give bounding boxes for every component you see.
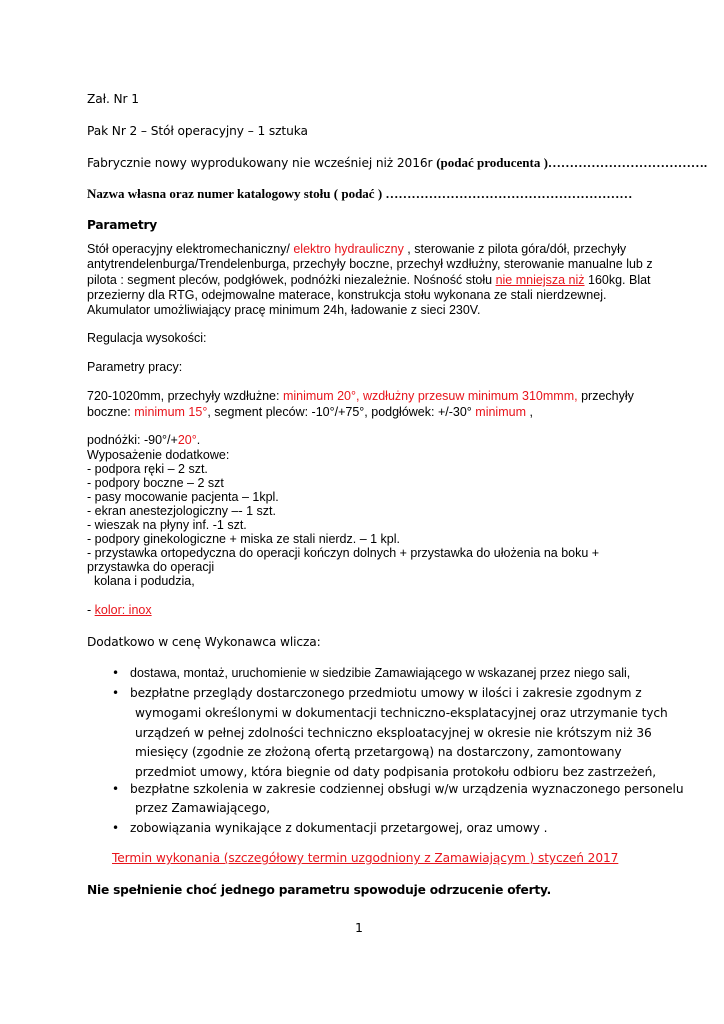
param-line-2: antytrendelenburga/Trendelenburga, przechyły boczne, przechył wzdłużny, sterowanie manualne lub z (87, 257, 653, 271)
extras-bullet-1: dostawa, montaż, uruchomienie w siedzibie Zamawiającego w wskazanej przez niego sali, (130, 666, 631, 680)
work-params-label: Parametry pracy: (87, 360, 183, 374)
equipment-heading: Wyposażenie dodatkowe: (87, 448, 230, 462)
param-text: przechyły (581, 389, 634, 403)
equipment-item: - pasy mocowanie pacjenta – 1kpl. (87, 490, 279, 504)
param-text: . (196, 433, 201, 447)
work-line-3 (87, 433, 200, 448)
param-line-4: przezierny dla RTG, odejmowalne materace, konstrukcja stołu wykonana ze stali nierdzewnej. (87, 288, 607, 302)
extras-bullet-2-line: urządzeń w pełnej zdolności techniczno eksploatacyjnej w okresie nie krótszym niż 36 (135, 726, 652, 740)
extras-intro: Dodatkowo w cenę Wykonawca wlicza: (87, 635, 321, 649)
own-name-line: Nazwa własna oraz numer katalogowy stołu ( podać ) ………………………………………………… (87, 186, 633, 201)
extras-bullet-2-line: przedmiot umowy, która biegnie od daty podpisania protokołu odbioru bez zastrzeżeń, (135, 765, 656, 779)
equipment-item: przystawka do operacji (87, 560, 215, 574)
parameters-heading: Parametry (87, 218, 158, 232)
work-line-2 (87, 405, 533, 420)
manufactured-line (87, 155, 707, 171)
manufacturer-placeholder: (podać producenta )………………………………. (436, 155, 708, 170)
param-text: , sterowanie z pilota góra/dół, przechyły (403, 242, 627, 256)
equipment-item: - wieszak na płyny inf. -1 szt. (87, 518, 247, 532)
equipment-item: - przystawka ortopedyczna do operacji kończyn dolnych + przystawka do ułożenia na boku + (87, 546, 600, 560)
page-number: 1 (355, 920, 363, 935)
extras-bullet-3-line: przez Zamawiającego, (135, 801, 271, 815)
bullet-icon: • (112, 666, 120, 680)
work-line-1 (87, 389, 634, 404)
extras-bullet-3-line: bezpłatne szkolenia w zakresie codziennej obsługi w/w urządzenia wyznaczonego personelu (130, 782, 684, 796)
param-highlight: minimum (475, 405, 526, 419)
param-text: pilota : segment pleców, podgłówek, podnóżki niezależnie. Nośność stołu (87, 273, 496, 287)
color-value: kolor: inox (94, 603, 152, 617)
extras-bullet-2-line: miesięcy (zgodnie ze złożoną ofertą przetargową) na dostarczony, zamontowany (135, 745, 622, 759)
param-highlight: minimum 15° (134, 405, 208, 419)
param-text: 160kg. Blat (584, 273, 651, 287)
bullet-icon: • (112, 782, 120, 796)
param-text: 720-1020mm, przechyły wzdłużne: (87, 389, 283, 403)
package-title: Pak Nr 2 – Stół operacyjny – 1 sztuka (87, 124, 308, 138)
equipment-item: - podpora ręki – 2 szt. (87, 462, 208, 476)
equipment-item: - podpory ginekologiczne + miska ze stali nierdz. – 1 kpl. (87, 532, 401, 546)
param-highlight: 20° (177, 433, 197, 447)
param-highlight: elektro hydrauliczny (293, 242, 404, 256)
extras-bullet-4: zobowiązania wynikające z dokumentacji przetargowej, oraz umowy . (130, 821, 548, 835)
param-text: , segment pleców: -10°/+75°, podgłówek: +/-30° (207, 405, 476, 419)
param-highlight: minimum 20°, wzdłużny przesuw minimum 310mmm, (282, 389, 582, 403)
extras-bullet-2-line: wymogami określonymi w dokumentacji techniczno-eksplatacyjnej oraz utrzymanie tych (135, 706, 668, 720)
param-text: , (525, 405, 533, 419)
rejection-note: Nie spełnienie choć jednego parametru spowoduje odrzucenie oferty. (87, 883, 552, 897)
height-regulation-label: Regulacja wysokości: (87, 331, 207, 345)
color-dash: - (87, 603, 95, 617)
deadline-line: Termin wykonania (szczegółowy termin uzgodniony z Zamawiającym ) styczeń 2017 (112, 851, 619, 865)
param-line-3 (87, 273, 651, 288)
equipment-item: - ekran anestezjologiczny –- 1 szt. (87, 504, 276, 518)
param-line-1 (87, 242, 626, 257)
equipment-item: kolana i podudzia, (87, 574, 195, 588)
equipment-item: - podpory boczne – 2 szt (87, 476, 224, 490)
param-text: boczne: (87, 405, 135, 419)
extras-bullet-2-line: bezpłatne przeglądy dostarczonego przedmiotu umowy w ilości i zakresie zgodnym z (130, 686, 642, 700)
color-line (87, 603, 152, 618)
param-line-5: Akumulator umożliwiający pracę minimum 24h, ładowanie z sieci 230V. (87, 303, 481, 317)
attachment-label: Zał. Nr 1 (87, 92, 139, 106)
param-text: podnóżki: -90°/+ (87, 433, 178, 447)
param-text: Stół operacyjny elektromechaniczny/ (87, 242, 294, 256)
manufactured-text: Fabrycznie nowy wyprodukowany nie wcześniej niż 2016r (87, 156, 437, 170)
bullet-icon: • (112, 821, 120, 835)
param-highlight: nie mniejsza niż (495, 273, 585, 287)
bullet-icon: • (112, 686, 120, 700)
